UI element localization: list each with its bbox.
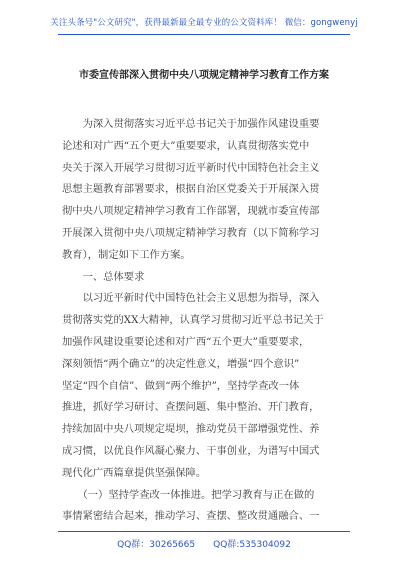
body-line: 教育），制定如下工作方案。 [62, 248, 191, 261]
header-divider [58, 34, 350, 35]
footer-divider [58, 531, 350, 532]
body-line: 持续加固中央八项规定堤坝，推动党员干部增强党性、养 [62, 423, 320, 436]
body-line: 彻中央八项规定精神学习教育工作部署，现就市委宣传部 [62, 205, 320, 218]
body-line: 以习近平新时代中国特色社会主义思想为指导，深入 [62, 292, 320, 305]
body-line: 推进，抓好学习研讨、查摆问题、集中整治、开门教育， [62, 401, 320, 414]
body-line: 成习惯，以优良作风凝心聚力、干事创业，为谱写中国式 [62, 444, 320, 457]
body-line: 深刻领悟“两个确立”的决定性意义，增强“四个意识” [62, 357, 300, 370]
subsection-line: （一）坚持学查改一体推进。把学习教育与正在做的 [62, 488, 315, 501]
body-line: 现代化广西篇章提供坚强保障。 [62, 466, 207, 479]
body-line: 加强作风建设重要论述和对广西“五个更大”重要要求， [62, 335, 310, 348]
body-line: 论述和对广西“五个更大”重要要求，认真贯彻落实党中 [62, 139, 310, 152]
body-line: 思想主题教育部署要求，根据自治区党委关于开展深入贯 [62, 183, 320, 196]
header-promo-note: 关注头条号"公文研究"，获得最新最全最专业的公文资料库！ 微信：gongwenyj [50, 18, 358, 28]
body-line: 贯彻落实党的XX大精神，认真学习贯彻习近平总书记关于 [62, 314, 324, 327]
body-line: 开展深入贯彻中央八项规定精神学习教育（以下简称学习 [62, 226, 320, 239]
section-heading: 一、总体要求 [62, 270, 145, 283]
body-line: 为深入贯彻落实习近平总书记关于加强作风建设重要 [62, 118, 320, 130]
footer-qq-group-2: QQ群:535304092 [213, 540, 291, 550]
document-title: 市委宣传部深入贯彻中央八项规定精神学习教育工作方案 [79, 70, 329, 81]
body-line: 坚定“四个自信”、做到“两个维护”，坚持学查改一体 [62, 379, 300, 392]
footer-contact [0, 537, 408, 550]
body-line: 央关于深入开展学习贯彻习近平新时代中国特色社会主义 [62, 161, 320, 174]
footer-qq-group-1: QQ群：30265665 [117, 540, 196, 550]
body-line: 事情紧密结合起来，推动学习、查摆、整改贯通融合、一 [62, 510, 320, 523]
document-body [62, 114, 346, 528]
